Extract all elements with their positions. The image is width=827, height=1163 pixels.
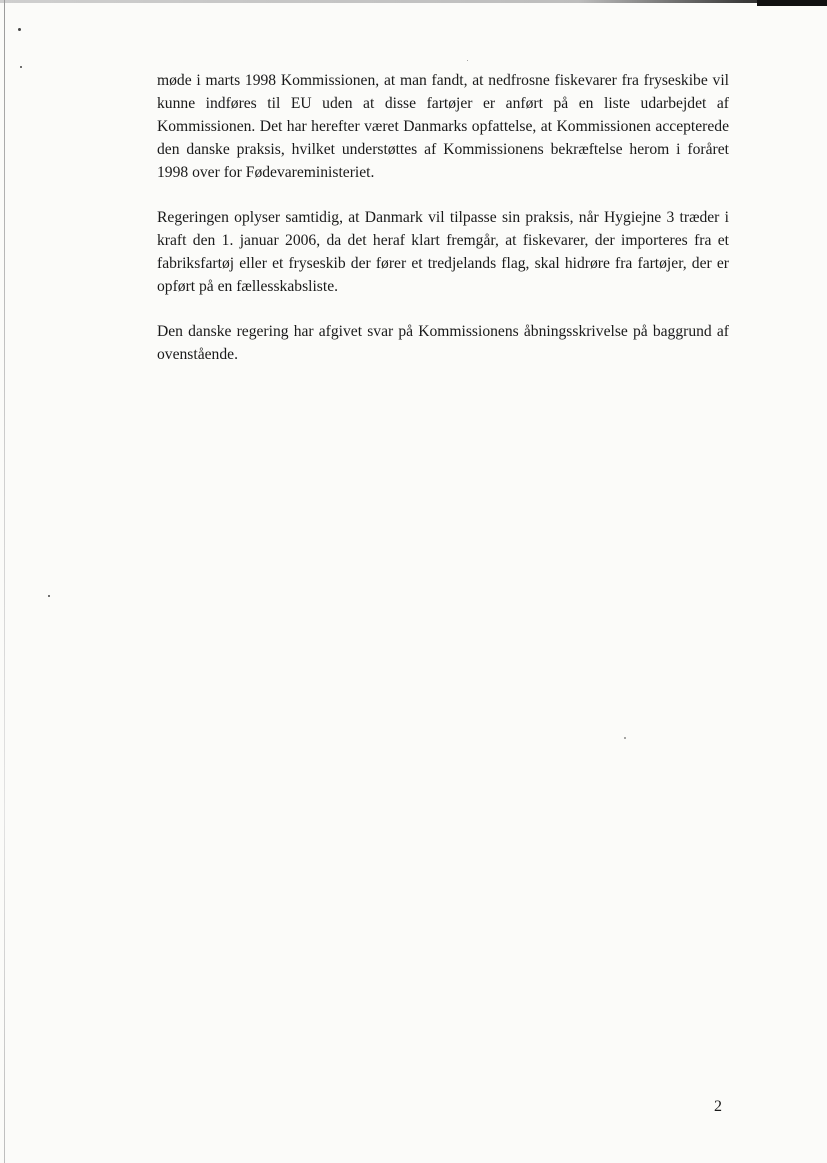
body-paragraph-2: Regeringen oplyser samtidig, at Danmark vil tilpasse sin praksis, når Hygiejne 3 træder i kraft den 1. januar 2006, da det heraf klart fremgår, at fiskevarer, der importeres fra et fabriksfartøj eller et fryseskib der fører et tredjelands flag, skal hidrøre fra fartøjer, der er opført på en fællesskabsliste. (157, 209, 729, 295)
scan-left-edge (4, 0, 5, 1163)
scan-speck (467, 60, 468, 61)
page-number: 2 (714, 1098, 722, 1115)
scan-speck (20, 66, 22, 68)
body-paragraph-1: møde i marts 1998 Kommissionen, at man fandt, at nedfrosne fiskevarer fra fryseskibe vil kunne indføres til EU uden at disse fartøjer er anført på en liste udarbejdet af Kommissionen. Det har herefter været Danmarks opfattelse, at Kommissionen accepterede den danske praksis, hvilket understøttes af Kommissionens bekræftelse herom i foråret 1998 over for Fødevareministeriet. (157, 72, 729, 181)
scan-speck (48, 595, 50, 597)
scan-top-edge-mark (757, 0, 827, 6)
scan-speck (18, 28, 21, 31)
scan-top-edge (0, 0, 827, 3)
body-paragraph-3: Den danske regering har afgivet svar på Kommissionens åbningsskrivelse på baggrund af ovenstående. (157, 323, 729, 363)
scan-speck (624, 737, 626, 739)
